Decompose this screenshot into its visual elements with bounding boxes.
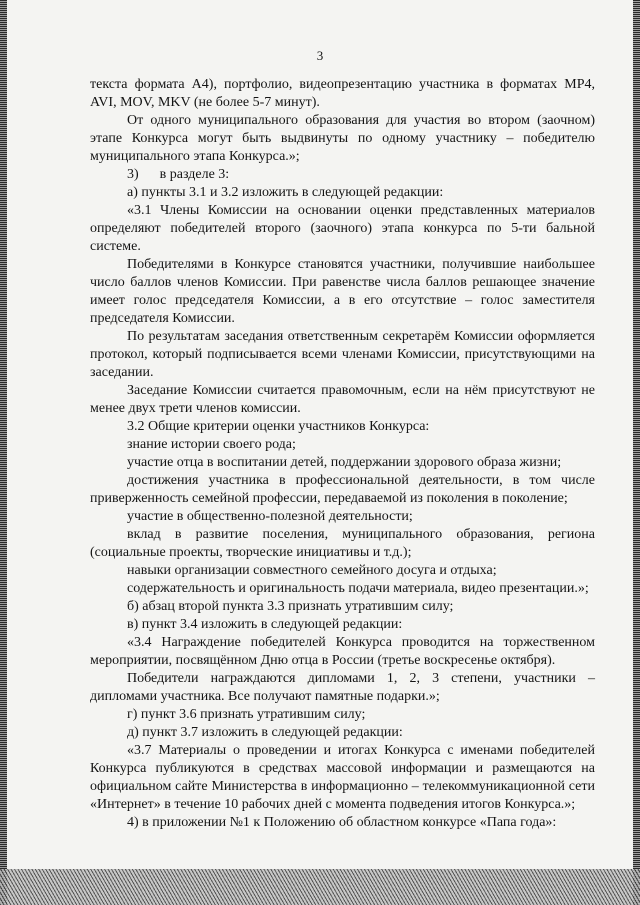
list-item: навыки организации совместного семейного досуга и отдыха; — [127, 563, 497, 578]
document-body — [90, 76, 595, 832]
paragraph: «3.1 Члены Комиссии на основании оценки представленных материалов определяют победителей второго (заочного) этапа конкурса по 5-ти бальной системе. — [90, 203, 595, 254]
list-item: участие отца в воспитании детей, поддержании здорового образа жизни; — [127, 455, 562, 470]
paragraph: 3) в разделе 3: — [127, 167, 230, 182]
scan-edge-left — [0, 0, 7, 905]
paragraph: «3.4 Награждение победителей Конкурса проводится на торжественном мероприятии, посвящённом Дню отца в России (третье воскресенье октября). — [90, 635, 595, 668]
paragraph: 3.2 Общие критерии оценки участников Конкурса: — [127, 419, 430, 434]
list-item: вклад в развитие поселения, муниципального образования, региона (социальные проекты, творческие инициативы и т.д.); — [90, 527, 595, 560]
page-number: 3 — [316, 48, 324, 63]
paragraph: От одного муниципального образования для участия во втором (заочном) этапе Конкурса могут быть выдвинуты по одному участнику – победителю муниципального этапа Конкурса.»; — [90, 113, 595, 164]
list-item: содержательность и оригинальность подачи материала, видео презентации.»; — [127, 581, 589, 596]
paragraph: По результатам заседания ответственным секретарём Комиссии оформляется протокол, который подписывается всеми членами Комиссии, присутствующими на заседании. — [90, 329, 595, 380]
paragraph: а) пункты 3.1 и 3.2 изложить в следующей редакции: — [127, 185, 444, 200]
list-item: участие в общественно-полезной деятельности; — [127, 509, 413, 524]
paragraph: г) пункт 3.6 признать утратившим силу; — [127, 707, 366, 722]
paragraph: в) пункт 3.4 изложить в следующей редакции: — [127, 617, 403, 632]
paragraph: «3.7 Материалы о проведении и итогах Конкурса с именами победителей Конкурса публикуются в средствах массовой информации и размещаются на официальном сайте Министерства в информационно – телекоммуникационной сети «Интернет» в течение 10 рабочих дней с момента подведения итогов Конкурса.»; — [90, 743, 595, 812]
list-item: знание истории своего рода; — [127, 437, 296, 452]
paragraph: б) абзац второй пункта 3.3 признать утратившим силу; — [127, 599, 454, 614]
list-item: достижения участника в профессиональной деятельности, в том числе приверженность семейной профессии, передаваемой из поколения в поколение; — [90, 473, 595, 506]
scan-edge-bottom — [0, 869, 640, 905]
scan-edge-right — [633, 0, 640, 905]
paragraph: Победители награждаются дипломами 1, 2, 3 степени, участники – дипломами участника. Все получают памятные подарки.»; — [90, 671, 595, 704]
paragraph: Заседание Комиссии считается правомочным, если на нём присутствуют не менее двух трети членов комиссии. — [90, 383, 595, 416]
paragraph: Победителями в Конкурсе становятся участники, получившие наибольшее число баллов членов Комиссии. При равенстве числа баллов решающее значение имеет голос председателя Комиссии, а в его отсутствие – голос заместителя председателя Комиссии. — [90, 257, 595, 326]
paragraph: 4) в приложении №1 к Положению об областном конкурсе «Папа года»: — [127, 815, 557, 830]
paragraph: д) пункт 3.7 изложить в следующей редакции: — [127, 725, 403, 740]
paragraph: текста формата А4), портфолио, видеопрезентацию участника в форматах МР4, AVI, MOV, MKV (не более 5-7 минут). — [90, 77, 595, 110]
